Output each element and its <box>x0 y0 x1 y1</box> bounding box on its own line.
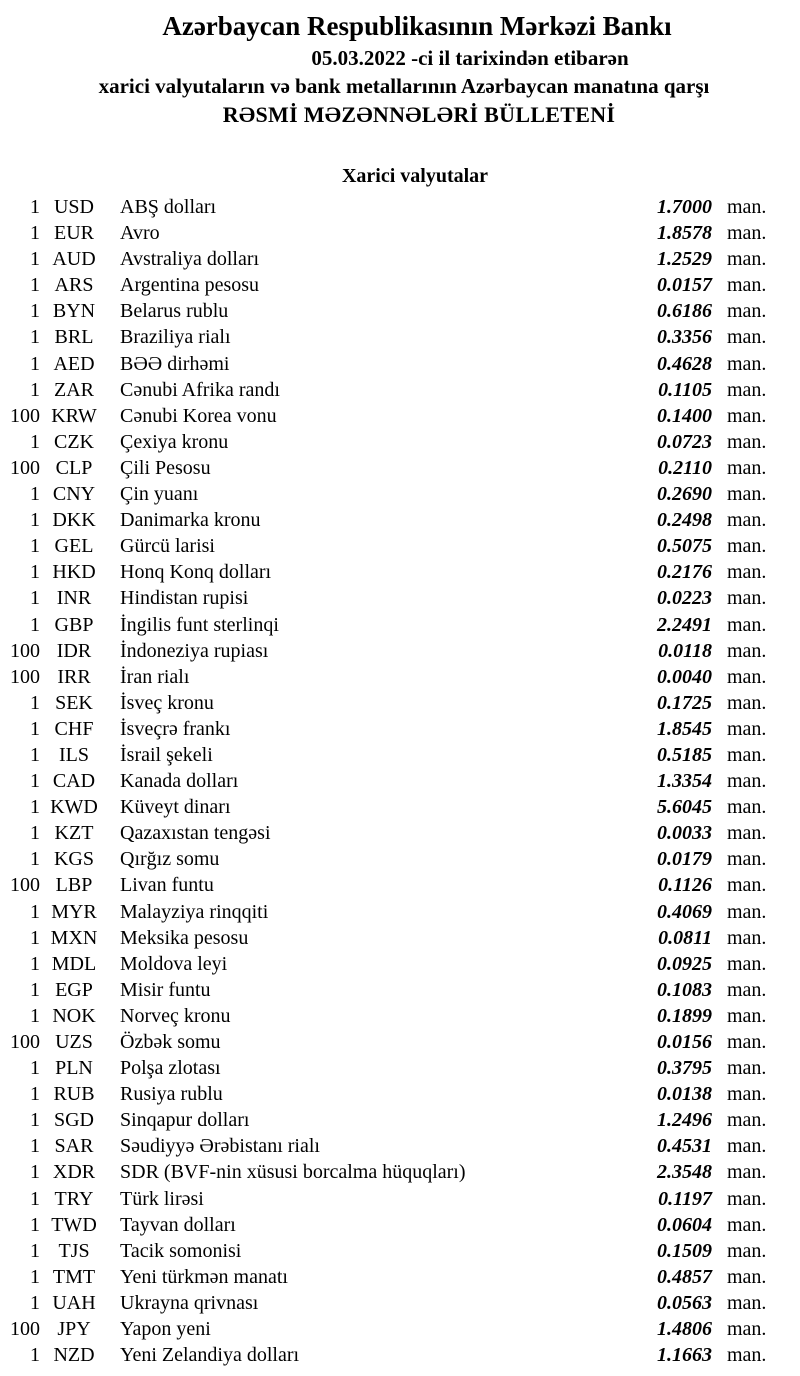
quantity-value: 1 <box>30 1187 40 1210</box>
unit-label: man. <box>727 561 767 584</box>
unit-label: man. <box>727 1239 767 1262</box>
currency-code: TMT <box>52 1265 96 1288</box>
rate-value: 0.4857 <box>657 1265 712 1288</box>
rate-value: 1.2529 <box>657 248 712 271</box>
currency-code: ILS <box>59 743 89 766</box>
currency-name: Honq Konq dolları <box>120 561 272 584</box>
rate-value: 0.0604 <box>657 1213 712 1236</box>
rate-row-chf <box>0 716 770 742</box>
currency-name: Livan funtu <box>120 874 214 897</box>
quantity-value: 1 <box>30 822 40 845</box>
currency-name: Belarus rublu <box>120 300 229 323</box>
rate-row-uzs <box>0 1029 770 1055</box>
quantity-value: 1 <box>30 326 40 349</box>
currency-name: Malayziya rinqqiti <box>120 900 269 923</box>
rate-value: 1.7000 <box>657 196 712 218</box>
unit-label: man. <box>727 509 767 532</box>
currency-code: AED <box>53 352 95 375</box>
quantity-value: 1 <box>30 509 40 532</box>
rate-row-sek <box>0 690 770 716</box>
unit-label: man. <box>727 1135 767 1158</box>
unit-label: man. <box>727 483 767 506</box>
currency-code: KRW <box>51 404 97 427</box>
rate-value: 1.2496 <box>657 1109 712 1132</box>
rate-value: 0.4069 <box>657 900 712 923</box>
rate-row-kgs <box>0 846 770 872</box>
rate-row-mxn <box>0 925 770 951</box>
currency-code: SEK <box>55 691 93 714</box>
exchange-rates-table <box>0 194 800 1368</box>
rate-row-hkd <box>0 559 770 585</box>
unit-label: man. <box>727 535 767 558</box>
quantity-value: 1 <box>30 952 40 975</box>
quantity-value: 1 <box>30 222 40 245</box>
currency-name: Səudiyyə Ərəbistanı rialı <box>120 1135 320 1158</box>
quantity-value: 100 <box>10 665 40 688</box>
rate-row-kzt <box>0 820 770 846</box>
unit-label: man. <box>727 222 767 245</box>
quantity-value: 1 <box>30 248 40 271</box>
rate-row-rub <box>0 1081 770 1107</box>
rate-value: 1.4806 <box>657 1318 712 1341</box>
currency-code: GBP <box>54 613 94 636</box>
rate-value: 0.0156 <box>657 1031 712 1053</box>
currency-code: USD <box>53 196 94 218</box>
unit-label: man. <box>727 665 767 688</box>
quantity-value: 100 <box>10 404 40 427</box>
currency-name: Çexiya kronu <box>120 430 229 453</box>
unit-label: man. <box>727 1004 767 1027</box>
rate-row-sar <box>0 1133 770 1159</box>
unit-label: man. <box>727 796 767 819</box>
rate-value: 0.0925 <box>657 952 712 975</box>
unit-label: man. <box>727 352 767 375</box>
currency-name: Argentina pesosu <box>120 274 260 297</box>
rate-value: 0.3356 <box>657 326 712 349</box>
rate-row-cad <box>0 768 770 794</box>
currency-name: BƏƏ dirhəmi <box>120 352 230 375</box>
currency-code: ARS <box>54 274 94 297</box>
rate-row-tmt <box>0 1264 770 1290</box>
rate-value: 0.4531 <box>657 1135 712 1158</box>
currency-code: IRR <box>57 665 91 688</box>
currency-name: İsveçrə frankı <box>120 717 231 740</box>
currency-code: EGP <box>55 978 93 1001</box>
rate-value: 1.1663 <box>657 1344 712 1367</box>
quantity-value: 1 <box>30 196 40 218</box>
currency-name: Özbək somu <box>120 1031 221 1053</box>
currency-name: Cənubi Afrika randı <box>120 378 280 401</box>
currency-code: SGD <box>53 1109 94 1132</box>
rate-value: 1.3354 <box>657 770 712 793</box>
rate-value: 0.1899 <box>657 1004 712 1027</box>
rate-value: 0.4628 <box>657 352 712 375</box>
currency-name: Braziliya rialı <box>120 326 231 349</box>
currency-code: DKK <box>52 509 96 532</box>
currency-code: UAH <box>52 1291 96 1314</box>
rate-row-mdl <box>0 951 770 977</box>
quantity-value: 1 <box>30 900 40 923</box>
quantity-value: 1 <box>30 926 40 949</box>
rate-row-czk <box>0 429 770 455</box>
currency-name: Ukrayna qrivnası <box>120 1291 259 1314</box>
rate-row-sgd <box>0 1107 770 1133</box>
rate-value: 0.0138 <box>657 1083 712 1106</box>
unit-label: man. <box>727 404 767 427</box>
rate-value: 1.8578 <box>657 222 712 245</box>
currency-code: GEL <box>54 535 94 558</box>
unit-label: man. <box>727 743 767 766</box>
unit-label: man. <box>727 770 767 793</box>
rate-value: 0.0563 <box>657 1291 712 1314</box>
rate-row-ils <box>0 742 770 768</box>
rate-row-nok <box>0 1003 770 1029</box>
rate-row-try <box>0 1186 770 1212</box>
currency-name: Yeni türkmən manatı <box>120 1265 288 1288</box>
currency-name: Norveç kronu <box>120 1004 231 1027</box>
currency-code: KZT <box>54 822 94 845</box>
rate-row-cny <box>0 481 770 507</box>
rate-row-uah <box>0 1290 770 1316</box>
currency-code: INR <box>56 587 92 610</box>
currency-code: TWD <box>51 1213 97 1236</box>
currency-code: CLP <box>55 456 93 479</box>
unit-label: man. <box>727 1213 767 1236</box>
quantity-value: 1 <box>30 691 40 714</box>
quantity-value: 1 <box>30 1161 40 1184</box>
unit-label: man. <box>727 1057 767 1080</box>
currency-name: Rusiya rublu <box>120 1083 223 1106</box>
currency-code: BYN <box>52 300 96 323</box>
quantity-value: 1 <box>30 1109 40 1132</box>
rate-row-kwd <box>0 794 770 820</box>
currency-code: ZAR <box>54 378 94 401</box>
quantity-value: 1 <box>30 613 40 636</box>
unit-label: man. <box>727 300 767 323</box>
rate-value: 0.0811 <box>658 926 712 949</box>
currency-code: XDR <box>52 1161 96 1184</box>
unit-label: man. <box>727 248 767 271</box>
currency-name: Tacik somonisi <box>120 1239 242 1262</box>
rate-row-myr <box>0 899 770 925</box>
currency-code: IDR <box>56 639 92 662</box>
rate-value: 0.0118 <box>658 639 712 662</box>
bank-title: Azərbaycan Respublikasının Mərkəzi Bankı <box>162 11 672 41</box>
unit-label: man. <box>727 1109 767 1132</box>
unit-label: man. <box>727 691 767 714</box>
unit-label: man. <box>727 1291 767 1314</box>
subtitle-line: xarici valyutaların və bank metallarının Azərbaycan manatına qarşı <box>98 74 710 98</box>
rate-value: 0.3795 <box>657 1057 712 1080</box>
quantity-value: 100 <box>10 639 40 662</box>
rate-value: 0.0723 <box>657 430 712 453</box>
quantity-value: 1 <box>30 1265 40 1288</box>
rate-row-zar <box>0 377 770 403</box>
currency-code: SAR <box>54 1135 94 1158</box>
unit-label: man. <box>727 1344 767 1367</box>
unit-label: man. <box>727 587 767 610</box>
quantity-value: 1 <box>30 300 40 323</box>
currency-code: CAD <box>52 770 96 793</box>
quantity-value: 100 <box>10 1031 40 1053</box>
quantity-value: 1 <box>30 770 40 793</box>
rate-row-clp <box>0 455 770 481</box>
quantity-value: 100 <box>10 1318 40 1341</box>
rate-value: 0.1197 <box>658 1187 712 1210</box>
rate-row-xdr <box>0 1159 770 1185</box>
currency-name: Meksika pesosu <box>120 926 249 949</box>
rate-row-inr <box>0 585 770 611</box>
quantity-value: 1 <box>30 535 40 558</box>
rate-value: 0.0033 <box>657 822 712 845</box>
currency-code: CZK <box>54 430 94 453</box>
currency-name: Yeni Zelandiya dolları <box>120 1344 300 1367</box>
quantity-value: 1 <box>30 587 40 610</box>
unit-label: man. <box>727 848 767 871</box>
unit-label: man. <box>727 1187 767 1210</box>
currency-name: Çin yuanı <box>120 483 199 506</box>
unit-label: man. <box>727 717 767 740</box>
rate-value: 1.8545 <box>657 717 712 740</box>
currency-name: Küveyt dinarı <box>120 796 231 819</box>
rate-row-nzd <box>0 1342 770 1368</box>
rate-row-eur <box>0 220 770 246</box>
currency-name: Tayvan dolları <box>120 1213 236 1236</box>
rate-value: 0.1105 <box>658 378 712 401</box>
currency-code: RUB <box>53 1083 95 1106</box>
currency-code: AUD <box>52 248 96 271</box>
quantity-value: 1 <box>30 1083 40 1106</box>
currency-code: LBP <box>55 874 93 897</box>
unit-label: man. <box>727 274 767 297</box>
currency-code: CHF <box>54 717 94 740</box>
currency-code: CNY <box>52 483 96 506</box>
currency-name: Misir funtu <box>120 978 211 1001</box>
quantity-value: 1 <box>30 483 40 506</box>
rate-value: 0.5185 <box>657 743 712 766</box>
effective-date-line: 05.03.2022 -ci il tarixindən etibarən <box>311 46 629 70</box>
rate-row-twd <box>0 1212 770 1238</box>
unit-label: man. <box>727 926 767 949</box>
quantity-value: 1 <box>30 430 40 453</box>
currency-name: Cənubi Korea vonu <box>120 404 277 427</box>
quantity-value: 1 <box>30 1057 40 1080</box>
quantity-value: 1 <box>30 743 40 766</box>
rate-value: 0.1083 <box>657 978 712 1001</box>
unit-label: man. <box>727 639 767 662</box>
currency-code: KGS <box>53 848 94 871</box>
currency-code: TRY <box>54 1187 94 1210</box>
quantity-value: 1 <box>30 1344 40 1367</box>
currency-name: Qazaxıstan tengəsi <box>120 822 271 845</box>
rate-row-aed <box>0 351 770 377</box>
rate-row-brl <box>0 324 770 350</box>
rate-row-jpy <box>0 1316 770 1342</box>
currency-code: NZD <box>53 1344 95 1367</box>
rate-value: 5.6045 <box>657 796 712 819</box>
rate-row-gbp <box>0 612 770 638</box>
rate-value: 0.0179 <box>657 848 712 871</box>
rate-value: 0.2690 <box>657 483 712 506</box>
unit-label: man. <box>727 456 767 479</box>
rate-row-irr <box>0 664 770 690</box>
rate-row-dkk <box>0 507 770 533</box>
currency-code: TJS <box>58 1239 90 1262</box>
quantity-value: 1 <box>30 561 40 584</box>
unit-label: man. <box>727 1318 767 1341</box>
quantity-value: 1 <box>30 378 40 401</box>
unit-label: man. <box>727 1083 767 1106</box>
rate-row-pln <box>0 1055 770 1081</box>
quantity-value: 1 <box>30 717 40 740</box>
unit-label: man. <box>727 978 767 1001</box>
rate-value: 0.0223 <box>657 587 712 610</box>
currency-code: BRL <box>54 326 94 349</box>
quantity-value: 1 <box>30 848 40 871</box>
currency-name: ABŞ dolları <box>120 196 217 218</box>
rate-row-ars <box>0 272 770 298</box>
currency-name: Avro <box>120 222 160 245</box>
rate-row-gel <box>0 533 770 559</box>
currency-name: Qırğız somu <box>120 848 220 871</box>
rate-value: 0.2498 <box>657 509 712 532</box>
unit-label: man. <box>727 874 767 897</box>
unit-label: man. <box>727 430 767 453</box>
rate-value: 0.0040 <box>657 665 712 688</box>
unit-label: man. <box>727 613 767 636</box>
section-title-foreign-currencies: Xarici valyutalar <box>341 165 489 187</box>
unit-label: man. <box>727 378 767 401</box>
currency-name: İran rialı <box>120 665 190 688</box>
currency-name: İngilis funt sterlinqi <box>120 613 279 636</box>
rate-value: 0.2110 <box>658 456 712 479</box>
rate-value: 0.1126 <box>658 874 712 897</box>
quantity-value: 1 <box>30 1291 40 1314</box>
currency-name: Polşa zlotası <box>120 1057 221 1080</box>
currency-name: Danimarka kronu <box>120 509 261 532</box>
unit-label: man. <box>727 1031 767 1053</box>
currency-code: NOK <box>52 1004 96 1027</box>
quantity-value: 1 <box>30 352 40 375</box>
unit-label: man. <box>727 822 767 845</box>
currency-name: Çili Pesosu <box>120 456 211 479</box>
rate-value: 0.0157 <box>657 274 712 297</box>
quantity-value: 1 <box>30 274 40 297</box>
quantity-value: 1 <box>30 978 40 1001</box>
unit-label: man. <box>727 326 767 349</box>
quantity-value: 1 <box>30 1135 40 1158</box>
currency-code: EUR <box>54 222 94 245</box>
currency-name: İndoneziya rupiası <box>120 639 269 662</box>
currency-code: UZS <box>55 1031 93 1053</box>
quantity-value: 100 <box>10 456 40 479</box>
currency-name: Sinqapur dolları <box>120 1109 250 1132</box>
currency-name: SDR (BVF-nin xüsusi borcalma hüquqları) <box>120 1161 466 1184</box>
unit-label: man. <box>727 1161 767 1184</box>
rate-value: 0.2176 <box>657 561 712 584</box>
currency-code: HKD <box>52 561 96 584</box>
currency-name: İsrail şekeli <box>120 743 213 766</box>
currency-name: Yapon yeni <box>120 1318 211 1341</box>
quantity-value: 1 <box>30 1004 40 1027</box>
currency-code: MYR <box>51 900 97 923</box>
quantity-value: 1 <box>30 796 40 819</box>
rate-value: 2.3548 <box>657 1161 712 1184</box>
rate-value: 2.2491 <box>657 613 712 636</box>
currency-code: JPY <box>57 1318 91 1341</box>
rate-value: 0.5075 <box>657 535 712 558</box>
rate-value: 0.1725 <box>657 691 712 714</box>
unit-label: man. <box>727 952 767 975</box>
rate-value: 0.1400 <box>657 404 712 427</box>
rate-value: 0.1509 <box>657 1239 712 1262</box>
rate-row-idr <box>0 638 770 664</box>
currency-name: İsveç kronu <box>120 691 214 714</box>
rate-row-aud <box>0 246 770 272</box>
quantity-value: 1 <box>30 1213 40 1236</box>
currency-code: PLN <box>55 1057 93 1080</box>
currency-name: Kanada dolları <box>120 770 239 793</box>
quantity-value: 1 <box>30 1239 40 1262</box>
unit-label: man. <box>727 900 767 923</box>
rate-row-tjs <box>0 1238 770 1264</box>
currency-name: Avstraliya dolları <box>120 248 260 271</box>
currency-code: MXN <box>50 926 98 949</box>
rate-row-egp <box>0 977 770 1003</box>
currency-name: Moldova leyi <box>120 952 228 975</box>
rate-row-lbp <box>0 872 770 898</box>
currency-name: Gürcü larisi <box>120 535 215 558</box>
rate-row-usd <box>0 194 770 220</box>
rate-value: 0.6186 <box>657 300 712 323</box>
bulletin-title: RƏSMİ MƏZƏNNƏLƏRİ BÜLLETENİ <box>222 102 616 127</box>
quantity-value: 100 <box>10 874 40 897</box>
currency-code: KWD <box>50 796 98 819</box>
unit-label: man. <box>727 1265 767 1288</box>
rate-row-krw <box>0 403 770 429</box>
currency-name: Türk lirəsi <box>120 1187 204 1210</box>
currency-code: MDL <box>51 952 97 975</box>
currency-name: Hindistan rupisi <box>120 587 249 610</box>
rate-row-byn <box>0 298 770 324</box>
unit-label: man. <box>727 196 767 218</box>
